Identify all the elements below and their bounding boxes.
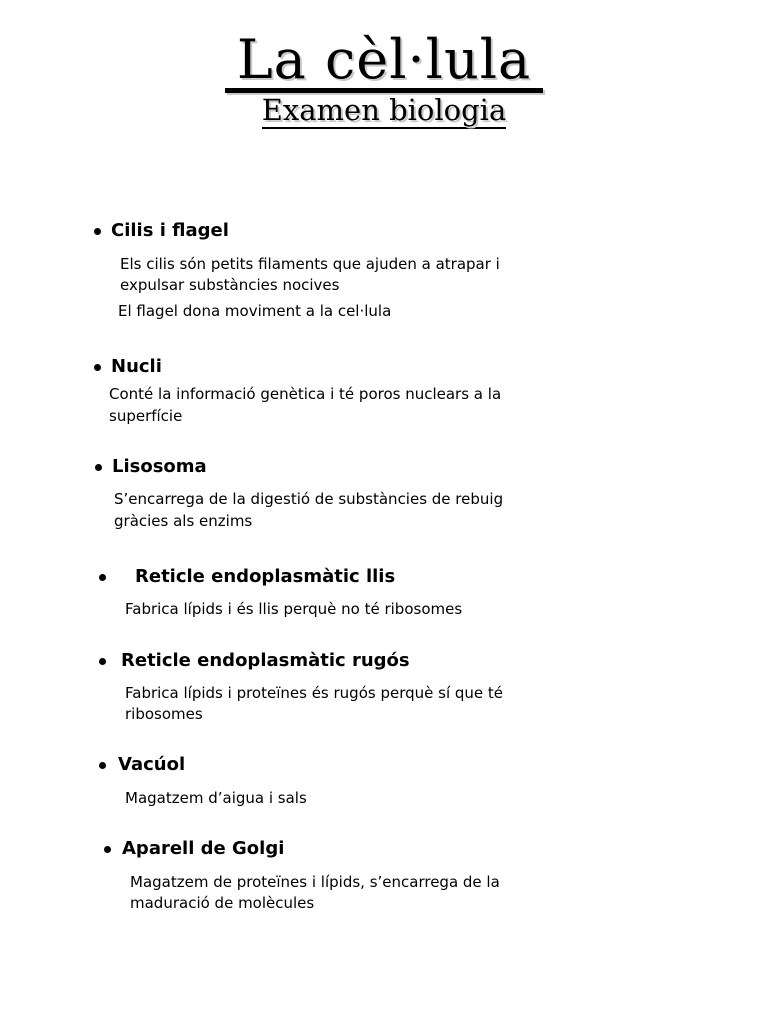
section-text-line: S’encarrega de la digestió de substàncies de rebuig bbox=[114, 490, 504, 508]
section-text-line: maduració de molècules bbox=[130, 894, 315, 912]
section-heading: Cilis i flagel bbox=[111, 220, 229, 241]
page-title: La cèl·lula bbox=[236, 28, 532, 91]
section-text-line: expulsar substàncies nocives bbox=[120, 276, 340, 294]
bullet-icon bbox=[94, 228, 101, 235]
bullet-icon bbox=[94, 364, 101, 371]
section-text-line: ribosomes bbox=[125, 705, 203, 723]
section-text-line: El flagel dona moviment a la cel·lula bbox=[118, 302, 392, 320]
section-heading: Vacúol bbox=[118, 754, 186, 775]
section-text-line: Conté la informació genètica i té poros nuclears a la bbox=[109, 385, 502, 403]
section-heading: Reticle endoplasmàtic rugós bbox=[121, 650, 410, 671]
section-text-line: gràcies als enzims bbox=[114, 512, 253, 530]
section-text-line: Els cilis són petits filaments que ajuden a atrapar i bbox=[120, 255, 500, 273]
bullet-icon bbox=[99, 574, 106, 581]
section-heading: Nucli bbox=[111, 356, 162, 377]
section-text-line: superfície bbox=[109, 407, 183, 425]
page-subtitle: Examen biologia bbox=[261, 93, 507, 127]
bullet-icon bbox=[104, 846, 111, 853]
section-heading: Aparell de Golgi bbox=[122, 838, 285, 859]
section-text-line: Fabrica lípids i és llis perquè no té ribosomes bbox=[125, 600, 463, 618]
bullet-icon bbox=[99, 658, 106, 665]
section-heading: Lisosoma bbox=[112, 456, 207, 477]
bullet-icon bbox=[99, 762, 106, 769]
title-block bbox=[0, 30, 768, 129]
section-text-line: Magatzem de proteïnes i lípids, s’encarrega de la bbox=[130, 873, 500, 891]
bullet-icon bbox=[95, 464, 102, 471]
section-text-line: Magatzem d’aigua i sals bbox=[125, 789, 307, 807]
section-text-line: Fabrica lípids i proteïnes és rugós perquè sí que té bbox=[125, 684, 504, 702]
section-heading: Reticle endoplasmàtic llis bbox=[135, 566, 396, 587]
